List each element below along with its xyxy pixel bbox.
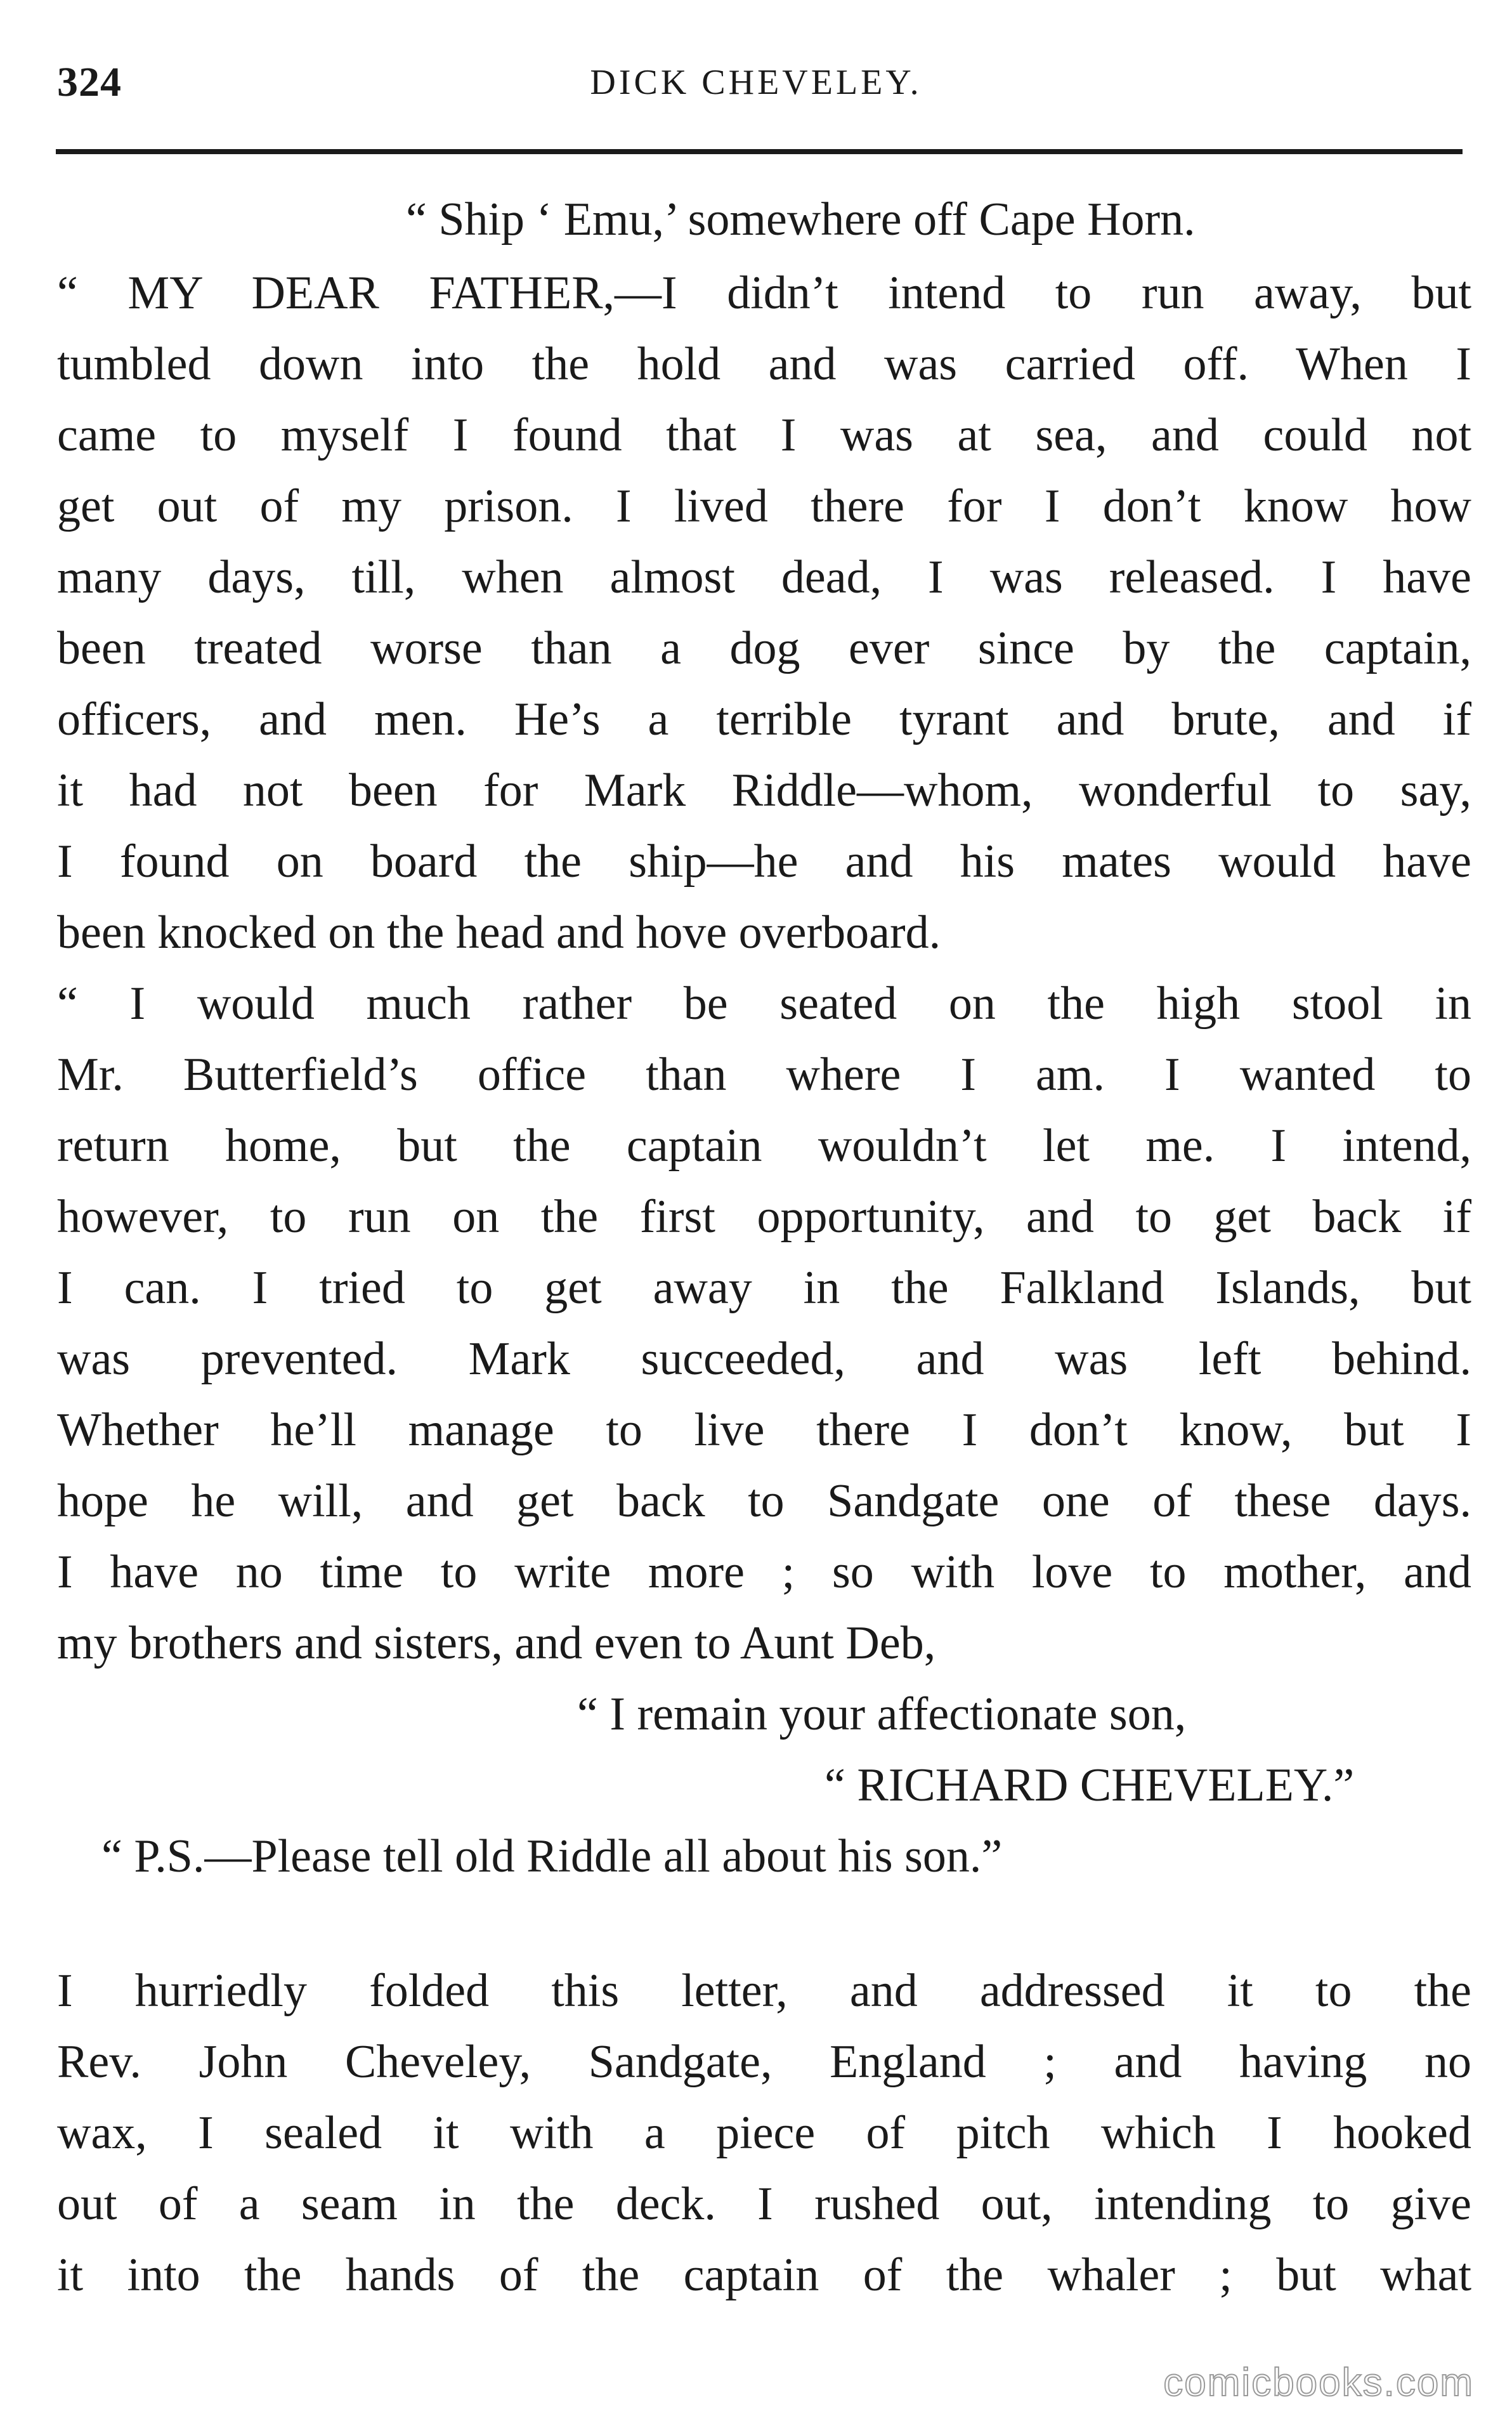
narrative-line: I hurriedly folded this letter, and addressed it to the [57, 1965, 1471, 2017]
letter-paragraph-1-line: came to myself I found that I was at sea, and could not [57, 409, 1471, 461]
narrative-line: it into the hands of the captain of the whaler ; but what [57, 2249, 1471, 2301]
letter-paragraph-2-line: my brothers and sisters, and even to Aunt Deb, [57, 1617, 936, 1669]
letter-signature: “ RICHARD CHEVELEY.” [824, 1759, 1355, 1811]
letter-paragraph-2-line: I have no time to write more ; so with love to mother, and [57, 1546, 1471, 1598]
letter-paragraph-2-line: Whether he’ll manage to live there I don’t know, but I [57, 1404, 1471, 1456]
letter-postscript: “ P.S.—Please tell old Riddle all about his son.” [101, 1830, 1003, 1882]
letter-paragraph-1-line: many days, till, when almost dead, I was released. I have [57, 551, 1471, 603]
watermark: comicbooks.com [1163, 2361, 1474, 2405]
running-title: DICK CHEVELEY. [590, 63, 922, 102]
letter-paragraph-1-line: tumbled down into the hold and was carried off. When I [57, 338, 1471, 390]
letter-paragraph-2-line: was prevented. Mark succeeded, and was left behind. [57, 1333, 1471, 1385]
letter-paragraph-1-line: I found on board the ship—he and his mates would have [57, 836, 1471, 888]
page-number: 324 [57, 59, 122, 105]
narrative-line: Rev. John Cheveley, Sandgate, England ; and having no [57, 2036, 1471, 2088]
letter-paragraph-1-line: been knocked on the head and hove overboard. [57, 907, 941, 959]
letter-paragraph-2-line: return home, but the captain wouldn’t let me. I intend, [57, 1120, 1471, 1172]
letter-paragraph-1-line: “ MY DEAR FATHER,—I didn’t intend to run away, but [57, 267, 1471, 319]
narrative-line: out of a seam in the deck. I rushed out, intending to give [57, 2178, 1471, 2230]
letter-paragraph-2-line: Mr. Butterfield’s office than where I am. I wanted to [57, 1049, 1471, 1101]
narrative-line: wax, I sealed it with a piece of pitch which I hooked [57, 2107, 1471, 2159]
letter-paragraph-2-line: “ I would much rather be seated on the high stool in [57, 978, 1471, 1030]
letter-closing: “ I remain your affectionate son, [577, 1688, 1187, 1740]
letter-paragraph-1-line: it had not been for Mark Riddle—whom, wonderful to say, [57, 764, 1471, 817]
letter-paragraph-2-line: hope he will, and get back to Sandgate one of these days. [57, 1475, 1471, 1527]
letter-paragraph-2-line: however, to run on the first opportunity, and to get back if [57, 1191, 1471, 1243]
letter-paragraph-2-line: I can. I tried to get away in the Falkland Islands, but [57, 1262, 1471, 1314]
letter-paragraph-1-line: officers, and men. He’s a terrible tyrant and brute, and if [57, 693, 1471, 745]
letter-paragraph-1-line: get out of my prison. I lived there for I don’t know how [57, 480, 1471, 532]
header-rule [56, 149, 1463, 154]
letter-heading: “ Ship ‘ Emu,’ somewhere off Cape Horn. [406, 194, 1196, 246]
letter-paragraph-1-line: been treated worse than a dog ever since by the captain, [57, 622, 1471, 674]
